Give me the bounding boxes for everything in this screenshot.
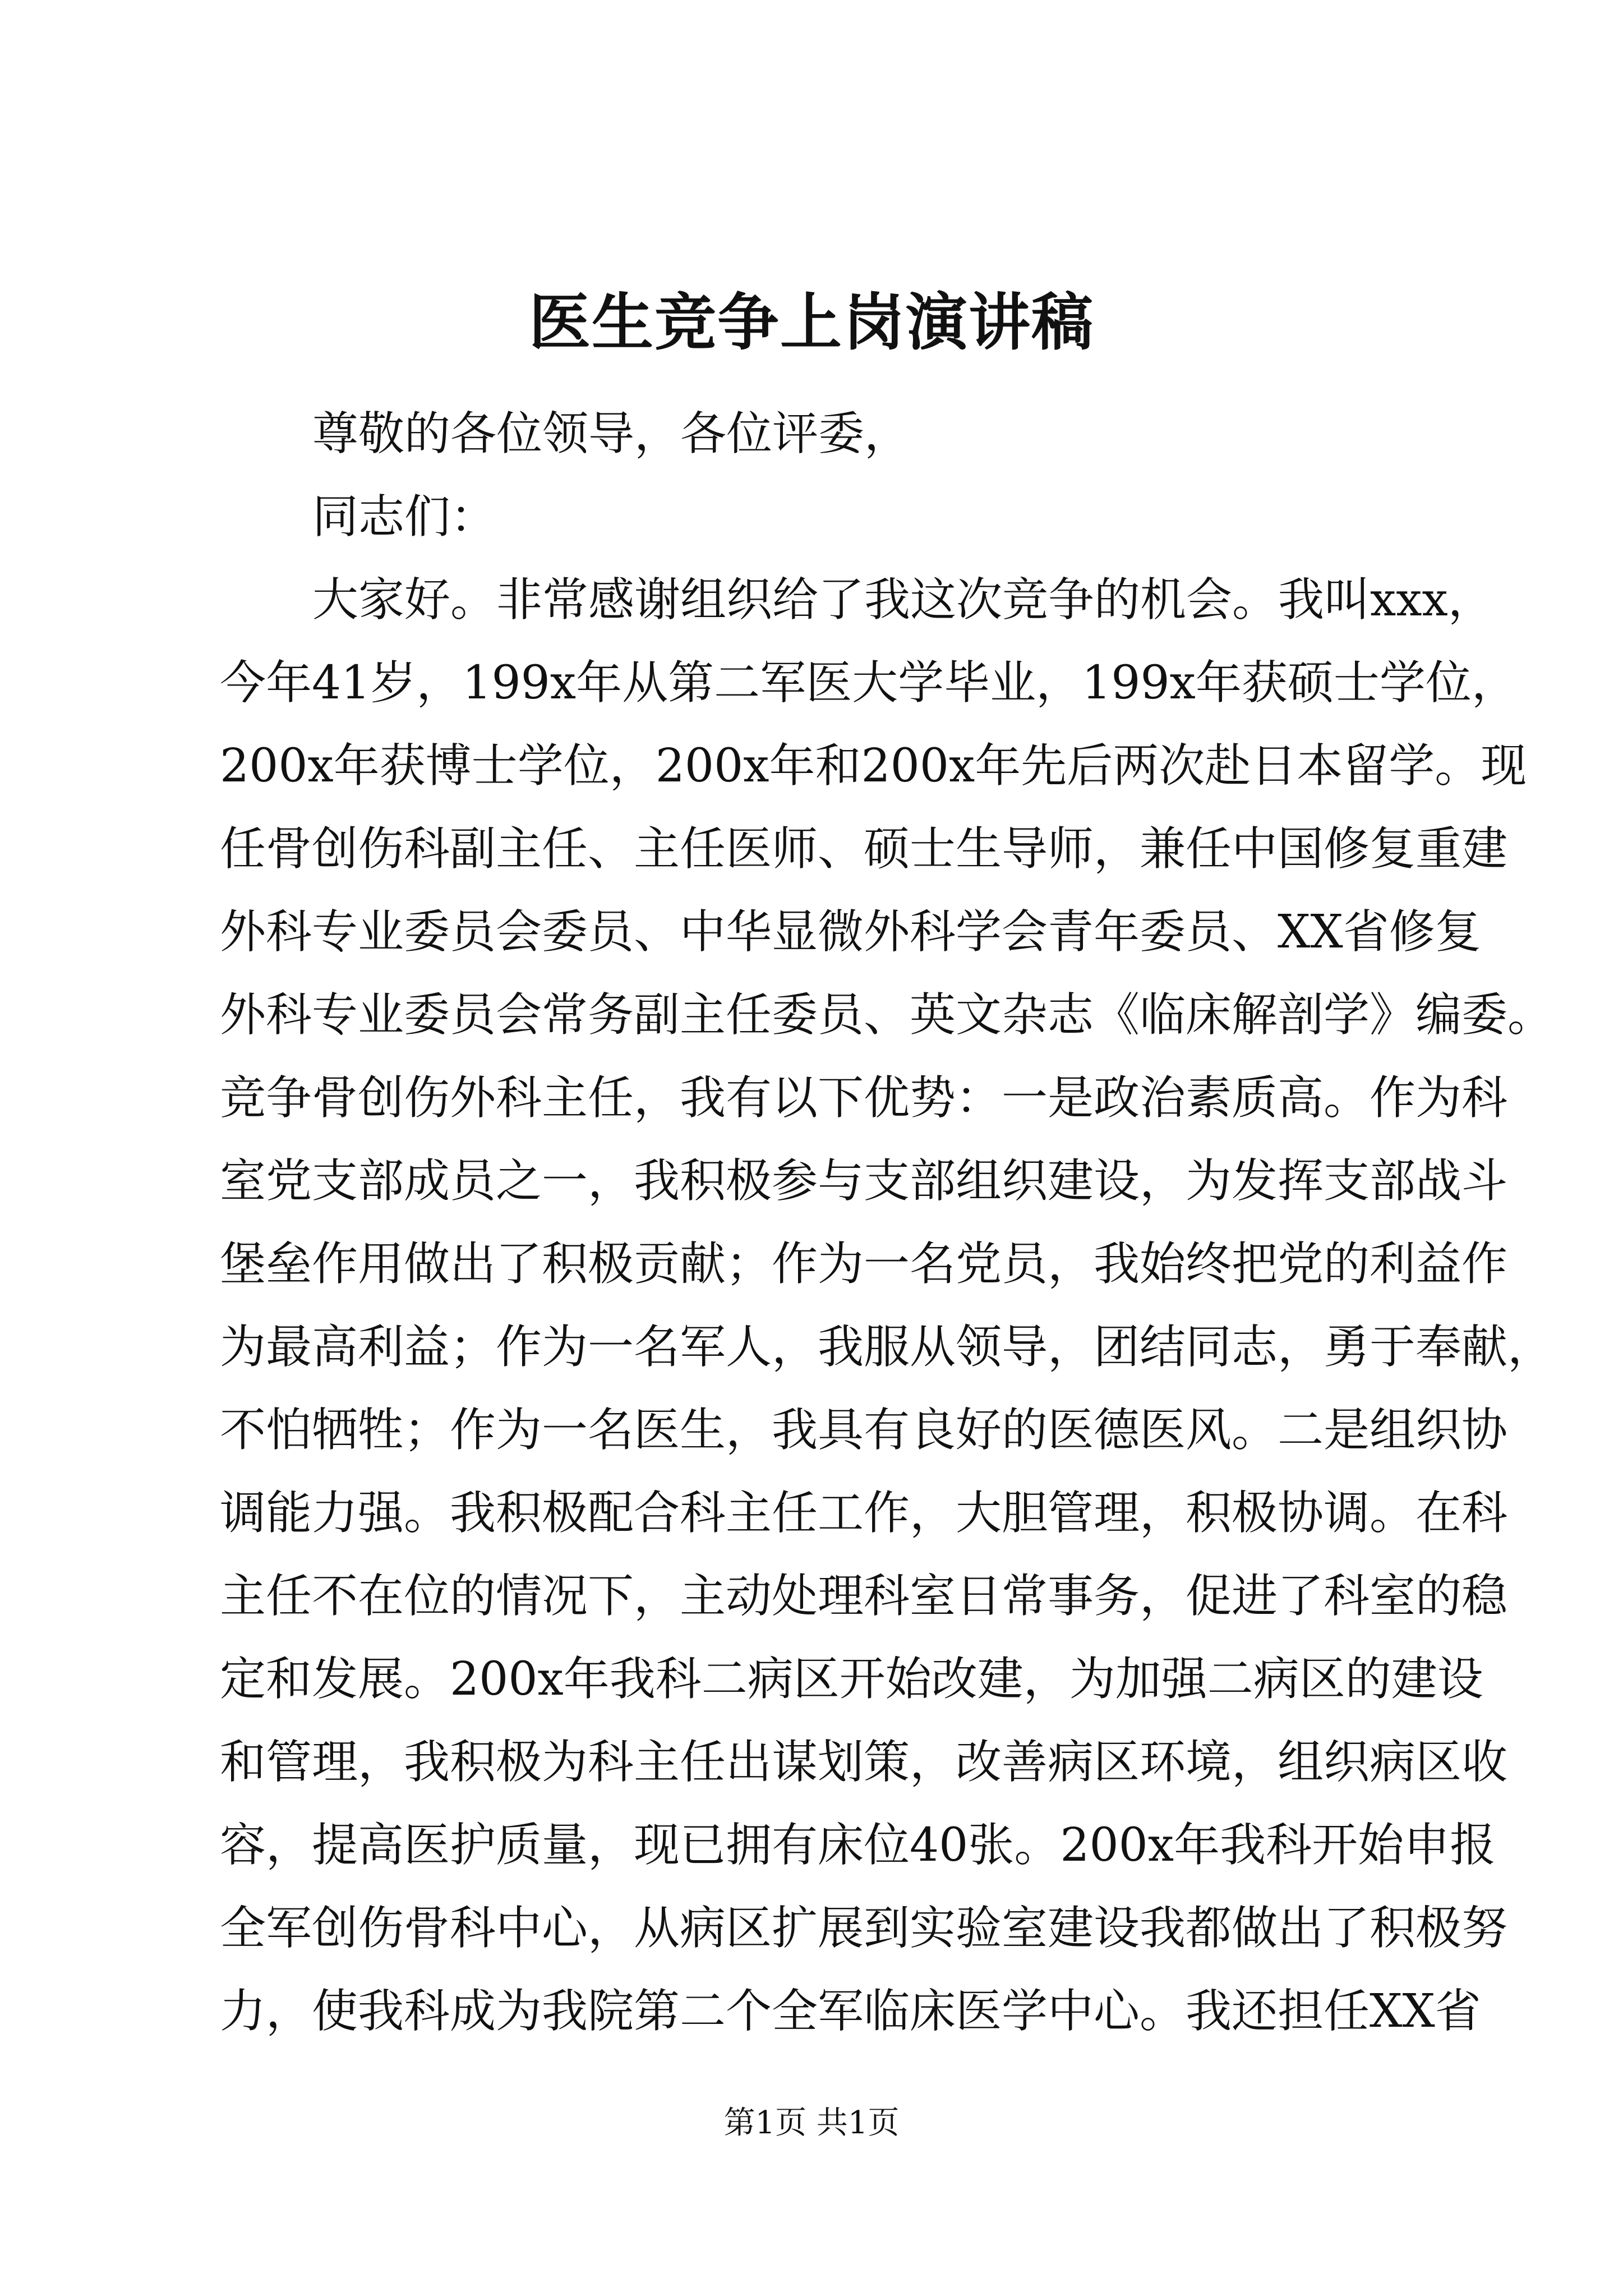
paragraph-line: 调能力强。我积极配合科主任工作，大胆管理，积极协调。在科	[220, 1487, 1508, 1540]
paragraph-line: 堡垒作用做出了积极贡献；作为一名党员，我始终把党的利益作	[220, 1237, 1508, 1291]
paragraph-line: 外科专业委员会委员、中华显微外科学会青年委员、XX省修复	[220, 905, 1481, 959]
document-body	[220, 393, 1554, 2053]
paragraph-line: 今年41岁，199x年从第二军医大学毕业，199x年获硕士学位，	[220, 656, 1518, 710]
paragraph-line: 任骨创伤科副主任、主任医师、硕士生导师，兼任中国修复重建	[220, 822, 1508, 876]
paragraph-line: 室党支部成员之一，我积极参与支部组织建设，为发挥支部战斗	[220, 1154, 1508, 1208]
document-title: 医生竞争上岗演讲稿	[529, 286, 1094, 358]
paragraph-line: 不怕牺牲；作为一名医生，我具有良好的医德医风。二是组织协	[220, 1404, 1508, 1457]
page-footer: 第1页 共1页	[723, 2105, 900, 2141]
salutation-line: 同志们：	[312, 490, 497, 544]
salutation-line: 尊敬的各位领导，各位评委，	[312, 407, 911, 461]
paragraph-line: 竞争骨创伤外科主任，我有以下优势：一是政治素质高。作为科	[220, 1071, 1508, 1125]
paragraph-line: 外科专业委员会常务副主任委员、英文杂志《临床解剖学》编委。	[220, 988, 1554, 1042]
paragraph-line: 大家好。非常感谢组织给了我这次竞争的机会。我叫xxx，	[312, 573, 1494, 627]
paragraph-line: 为最高利益；作为一名军人，我服从领导，团结同志，勇于奉献，	[220, 1320, 1554, 1374]
paragraph-line: 容，提高医护质量，现已拥有床位40张。200x年我科开始申报	[220, 1819, 1496, 1872]
paragraph-line: 定和发展。200x年我科二病区开始改建，为加强二病区的建设	[220, 1653, 1483, 1706]
paragraph-line: 力，使我科成为我院第二个全军临床医学中心。我还担任XX省	[220, 1985, 1481, 2038]
paragraph-line: 全军创伤骨科中心，从病区扩展到实验室建设我都做出了积极努	[220, 1902, 1508, 1955]
paragraph-line: 200x年获博士学位，200x年和200x年先后两次赴日本留学。现	[220, 739, 1527, 793]
paragraph-line: 主任不在位的情况下，主动处理科室日常事务，促进了科室的稳	[220, 1570, 1508, 1623]
paragraph-line: 和管理，我积极为科主任出谋划策，改善病区环境，组织病区收	[220, 1736, 1508, 1789]
